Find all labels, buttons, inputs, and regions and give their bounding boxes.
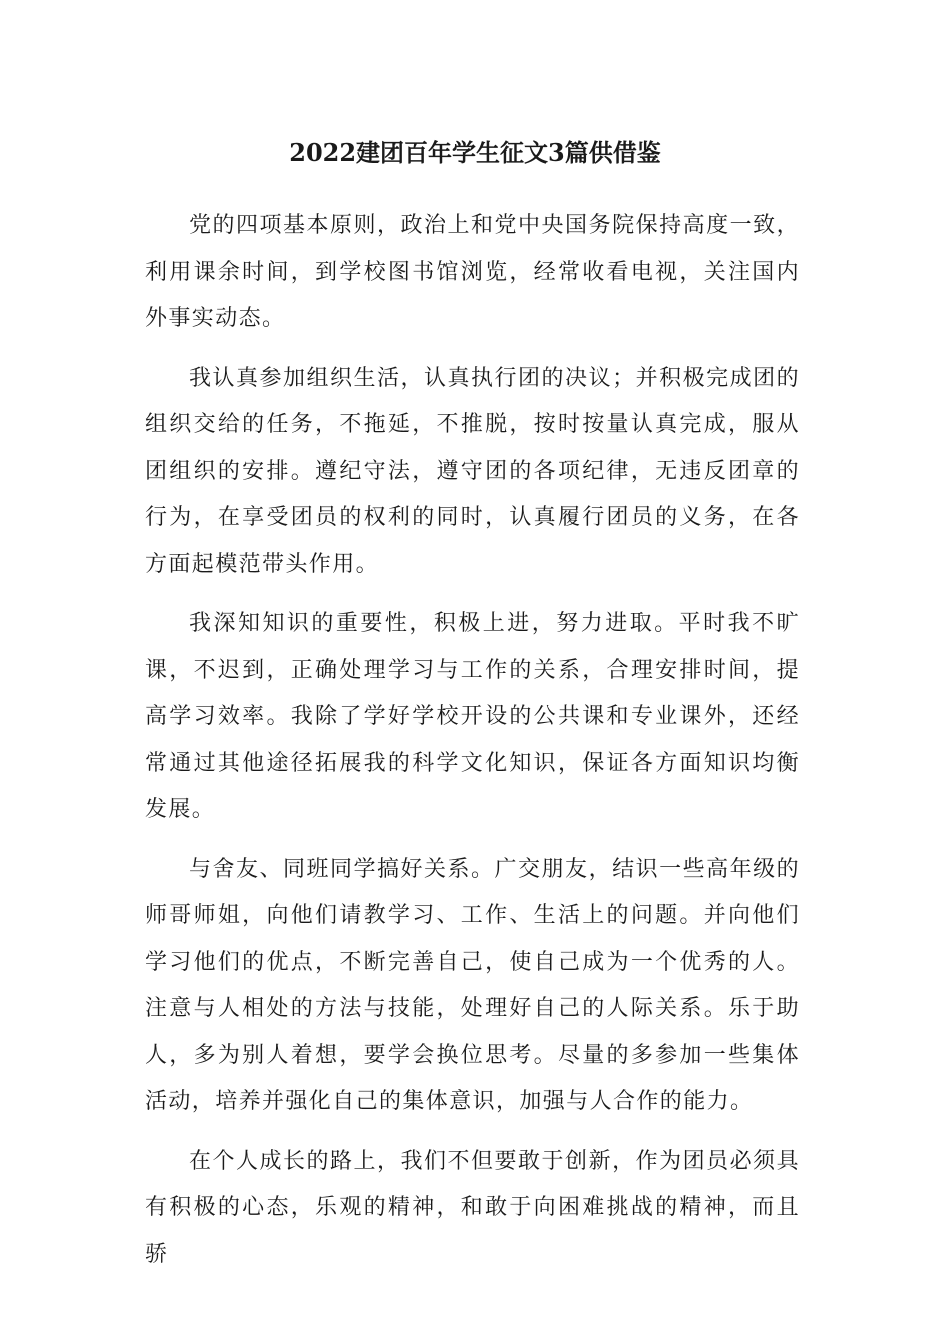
- paragraph-1: 党的四项基本原则，政治上和党中央国务院保持高度一致，利用课余时间，到学校图书馆浏览，经常收看电视，关注国内外事实动态。: [145, 213, 800, 331]
- document-title: 2022建团百年学生征文3篇供借鉴: [289, 138, 661, 167]
- paragraph-4: 与舍友、同班同学搞好关系。广交朋友，结识一些高年级的师哥师姐，向他们请教学习、工作、生活上的问题。并向他们学习他们的优点，不断完善自己，使自己成为一个优秀的人。注意与人相处的方法与技能，处理好自己的人际关系。乐于助人，多为别人着想，要学会换位思考。尽量的多参加一些集体活动，培养并强化自己的集体意识，加强与人合作的能力。: [145, 856, 800, 1114]
- paragraph-5: 在个人成长的路上，我们不但要敢于创新，作为团员必须具有积极的心态，乐观的精神，和敢于向困难挑战的精神，而且骄: [145, 1148, 800, 1267]
- paragraph-2: 我认真参加组织生活，认真执行团的决议；并积极完成团的组织交给的任务，不拖延，不推脱，按时按量认真完成，服从团组织的安排。遵纪守法，遵守团的各项纪律，无违反团章的行为，在享受团员的权利的同时，认真履行团员的义务，在各方面起模范带头作用。: [145, 365, 800, 577]
- document-body: [145, 203, 800, 1291]
- paragraph-3: 我深知知识的重要性，积极上进，努力进取。平时我不旷课，不迟到，正确处理学习与工作的关系，合理安排时间，提高学习效率。我除了学好学校开设的公共课和专业课外，还经常通过其他途径拓展我的科学文化知识，保证各方面知识均衡发展。: [145, 611, 800, 822]
